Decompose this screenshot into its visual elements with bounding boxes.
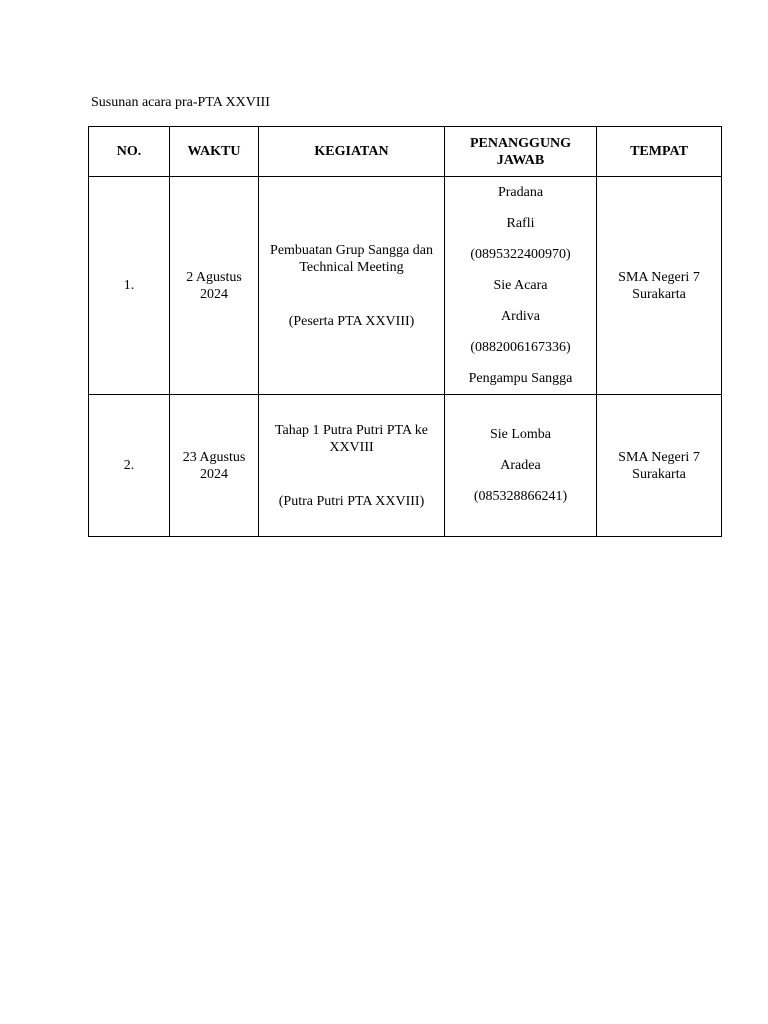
cell-kegiatan xyxy=(259,177,445,395)
pj-entry: (0895322400970) xyxy=(470,247,571,262)
kegiatan-title: Pembuatan Grup Sangga dan Technical Meeting xyxy=(270,242,433,275)
cell-kegiatan xyxy=(259,395,445,537)
document-title: Susunan acara pra-PTA XXVIII xyxy=(91,95,270,110)
kegiatan-title: Tahap 1 Putra Putri PTA ke XXVIII xyxy=(274,422,429,455)
table-header-row xyxy=(89,127,722,177)
cell-tempat: SMA Negeri 7 Surakarta xyxy=(597,395,722,537)
header-tempat: TEMPAT xyxy=(597,127,722,177)
header-waktu: WAKTU xyxy=(170,127,259,177)
header-penanggung-jawab: PENANGGUNG JAWAB xyxy=(445,127,597,177)
cell-waktu: 2 Agustus 2024 xyxy=(170,177,259,395)
pj-entry: (085328866241) xyxy=(473,489,568,504)
pj-entry: (0882006167336) xyxy=(470,340,571,355)
pj-entry: Pengampu Sangga xyxy=(468,371,573,386)
header-kegiatan: KEGIATAN xyxy=(259,127,445,177)
cell-no: 1. xyxy=(89,177,170,395)
kegiatan-participants: (Peserta PTA XXVIII) xyxy=(288,313,415,329)
header-no: NO. xyxy=(89,127,170,177)
cell-no: 2. xyxy=(89,395,170,537)
pj-entry: Pradana xyxy=(497,185,544,200)
cell-penanggung-jawab xyxy=(445,395,597,537)
pj-entry: Aradea xyxy=(500,458,541,473)
cell-tempat: SMA Negeri 7 Surakarta xyxy=(597,177,722,395)
kegiatan-participants: (Putra Putri PTA XXVIII) xyxy=(278,493,425,509)
table-row xyxy=(89,395,722,537)
table-row xyxy=(89,177,722,395)
cell-penanggung-jawab xyxy=(445,177,597,395)
schedule-table xyxy=(88,126,722,537)
pj-entry: Ardiva xyxy=(501,309,540,324)
cell-waktu: 23 Agustus 2024 xyxy=(170,395,259,537)
pj-entry: Rafli xyxy=(506,216,535,231)
pj-entry: Sie Acara xyxy=(493,278,548,293)
pj-entry: Sie Lomba xyxy=(489,427,552,442)
